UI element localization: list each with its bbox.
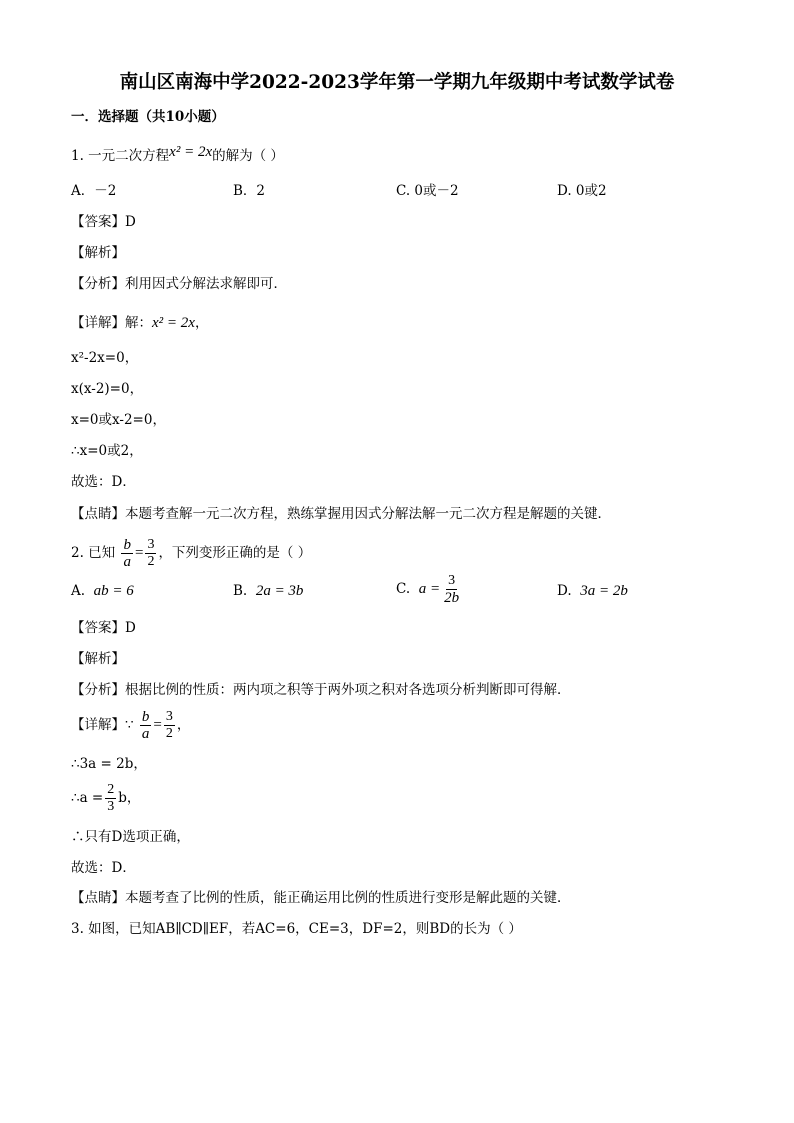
xiangjie-equation: x² = 2x — [152, 315, 195, 331]
dianjing-text: 本题考查解一元二次方程，熟练掌握用因式分解法解一元二次方程是解题的关键． — [125, 506, 611, 522]
fraction-3-over-2: $\frac{3}{2}$ — [147, 537, 155, 569]
solution-step: x²-2x=0， — [71, 350, 139, 366]
question-1-equation: x² = 2x — [169, 144, 213, 160]
dianjing-tag: 【点睛】 — [71, 506, 125, 522]
question-1-option-d: D. 0或2 — [557, 183, 607, 199]
analysis-tag: 【解析】 — [71, 245, 125, 261]
answer-tag: 【答案】 — [71, 214, 125, 230]
question-2-prefix: 2. 已知 — [71, 545, 116, 561]
question-2-option-a: A. ab = 6 — [71, 583, 134, 599]
question-3-stem: 3. 如图，已知AB∥CD∥EF，若AC=6，CE=3，DF=2，则BD的长为（ ） — [71, 921, 522, 937]
question-2-option-d: D. 3a = 2b — [557, 583, 628, 599]
question-2-option-b: B. 2a = 3b — [233, 583, 304, 599]
question-2-suffix: ，下列变形正确的是（ ） — [158, 545, 312, 561]
fenxi-text: 利用因式分解法求解即可． — [125, 276, 287, 292]
solution-step: x=0或x-2=0， — [71, 412, 166, 428]
question-1-dianjing — [71, 504, 611, 524]
fraction-b-over-a: $\frac{b}{a}$ — [141, 709, 150, 742]
question-2-fenxi — [71, 680, 571, 700]
solution-step: ∴x=0或2， — [71, 443, 143, 459]
solution-step: 故选：D． — [71, 474, 136, 490]
answer-tag: 【答案】 — [71, 620, 125, 636]
question-2-stem: 2. 已知 $\frac{b}{a}$ = $\frac{3}{2}$ ，下列变形正确的是（ ） — [71, 537, 312, 570]
xiangjie-tag: 【详解】 — [71, 717, 125, 733]
question-2-dianjing — [71, 888, 571, 908]
question-1-stem — [71, 146, 284, 166]
question-1-fenxi — [71, 274, 287, 294]
question-1-answer — [71, 212, 136, 232]
answer-value: D — [125, 620, 136, 636]
fenxi-tag: 【分析】 — [71, 276, 125, 292]
dianjing-tag: 【点睛】 — [71, 890, 125, 906]
fenxi-text: 根据比例的性质：两内项之积等于两外项之积对各选项分析判断即可得解． — [125, 682, 571, 698]
question-1-option-a: A．－2 — [71, 183, 117, 199]
question-2-option-c: C. a = $\frac{3}{2b}$ — [396, 573, 460, 606]
analysis-tag: 【解析】 — [71, 651, 125, 667]
solution-step: ∴a = $\frac{2}{3}$ b， — [71, 782, 141, 814]
question-2-xiangjie: 【详解】∵ $\frac{b}{a}$ = $\frac{3}{2}$ ， — [71, 709, 191, 742]
question-1-suffix: 的解为（ ） — [212, 148, 284, 164]
solution-step: ∴只有D选项正确， — [71, 829, 190, 845]
solution-step: 故选：D． — [71, 860, 136, 876]
fraction-3-over-2b: $\frac{3}{2b}$ — [444, 573, 460, 606]
question-1-option-c: C. 0或－2 — [396, 183, 459, 199]
question-1-xiangjie — [71, 313, 208, 333]
solution-step: x(x-2)=0， — [71, 381, 144, 397]
xiangjie-suffix: ， — [194, 315, 209, 331]
fenxi-tag: 【分析】 — [71, 682, 125, 698]
solution-step: ∴3a = 2b， — [71, 756, 147, 772]
xiangjie-tag: 【详解】 — [71, 315, 125, 331]
question-2-answer — [71, 618, 136, 638]
xiangjie-prefix: 解： — [125, 315, 152, 331]
fraction-3-over-2: $\frac{3}{2}$ — [165, 709, 173, 741]
page-title: 南山区南海中学2022-2023学年第一学期九年级期中考试数学试卷 — [119, 72, 675, 93]
fraction-2-over-3: $\frac{2}{3}$ — [107, 782, 115, 814]
question-1-option-b: B．2 — [233, 183, 266, 199]
section-heading: 一．选择题（共10小题） — [71, 109, 225, 125]
question-1-prefix: 1. 一元二次方程 — [71, 148, 170, 164]
answer-value: D — [125, 214, 136, 230]
dianjing-text: 本题考查了比例的性质，能正确运用比例的性质进行变形是解此题的关键． — [125, 890, 571, 906]
fraction-b-over-a: $\frac{b}{a}$ — [123, 537, 131, 570]
